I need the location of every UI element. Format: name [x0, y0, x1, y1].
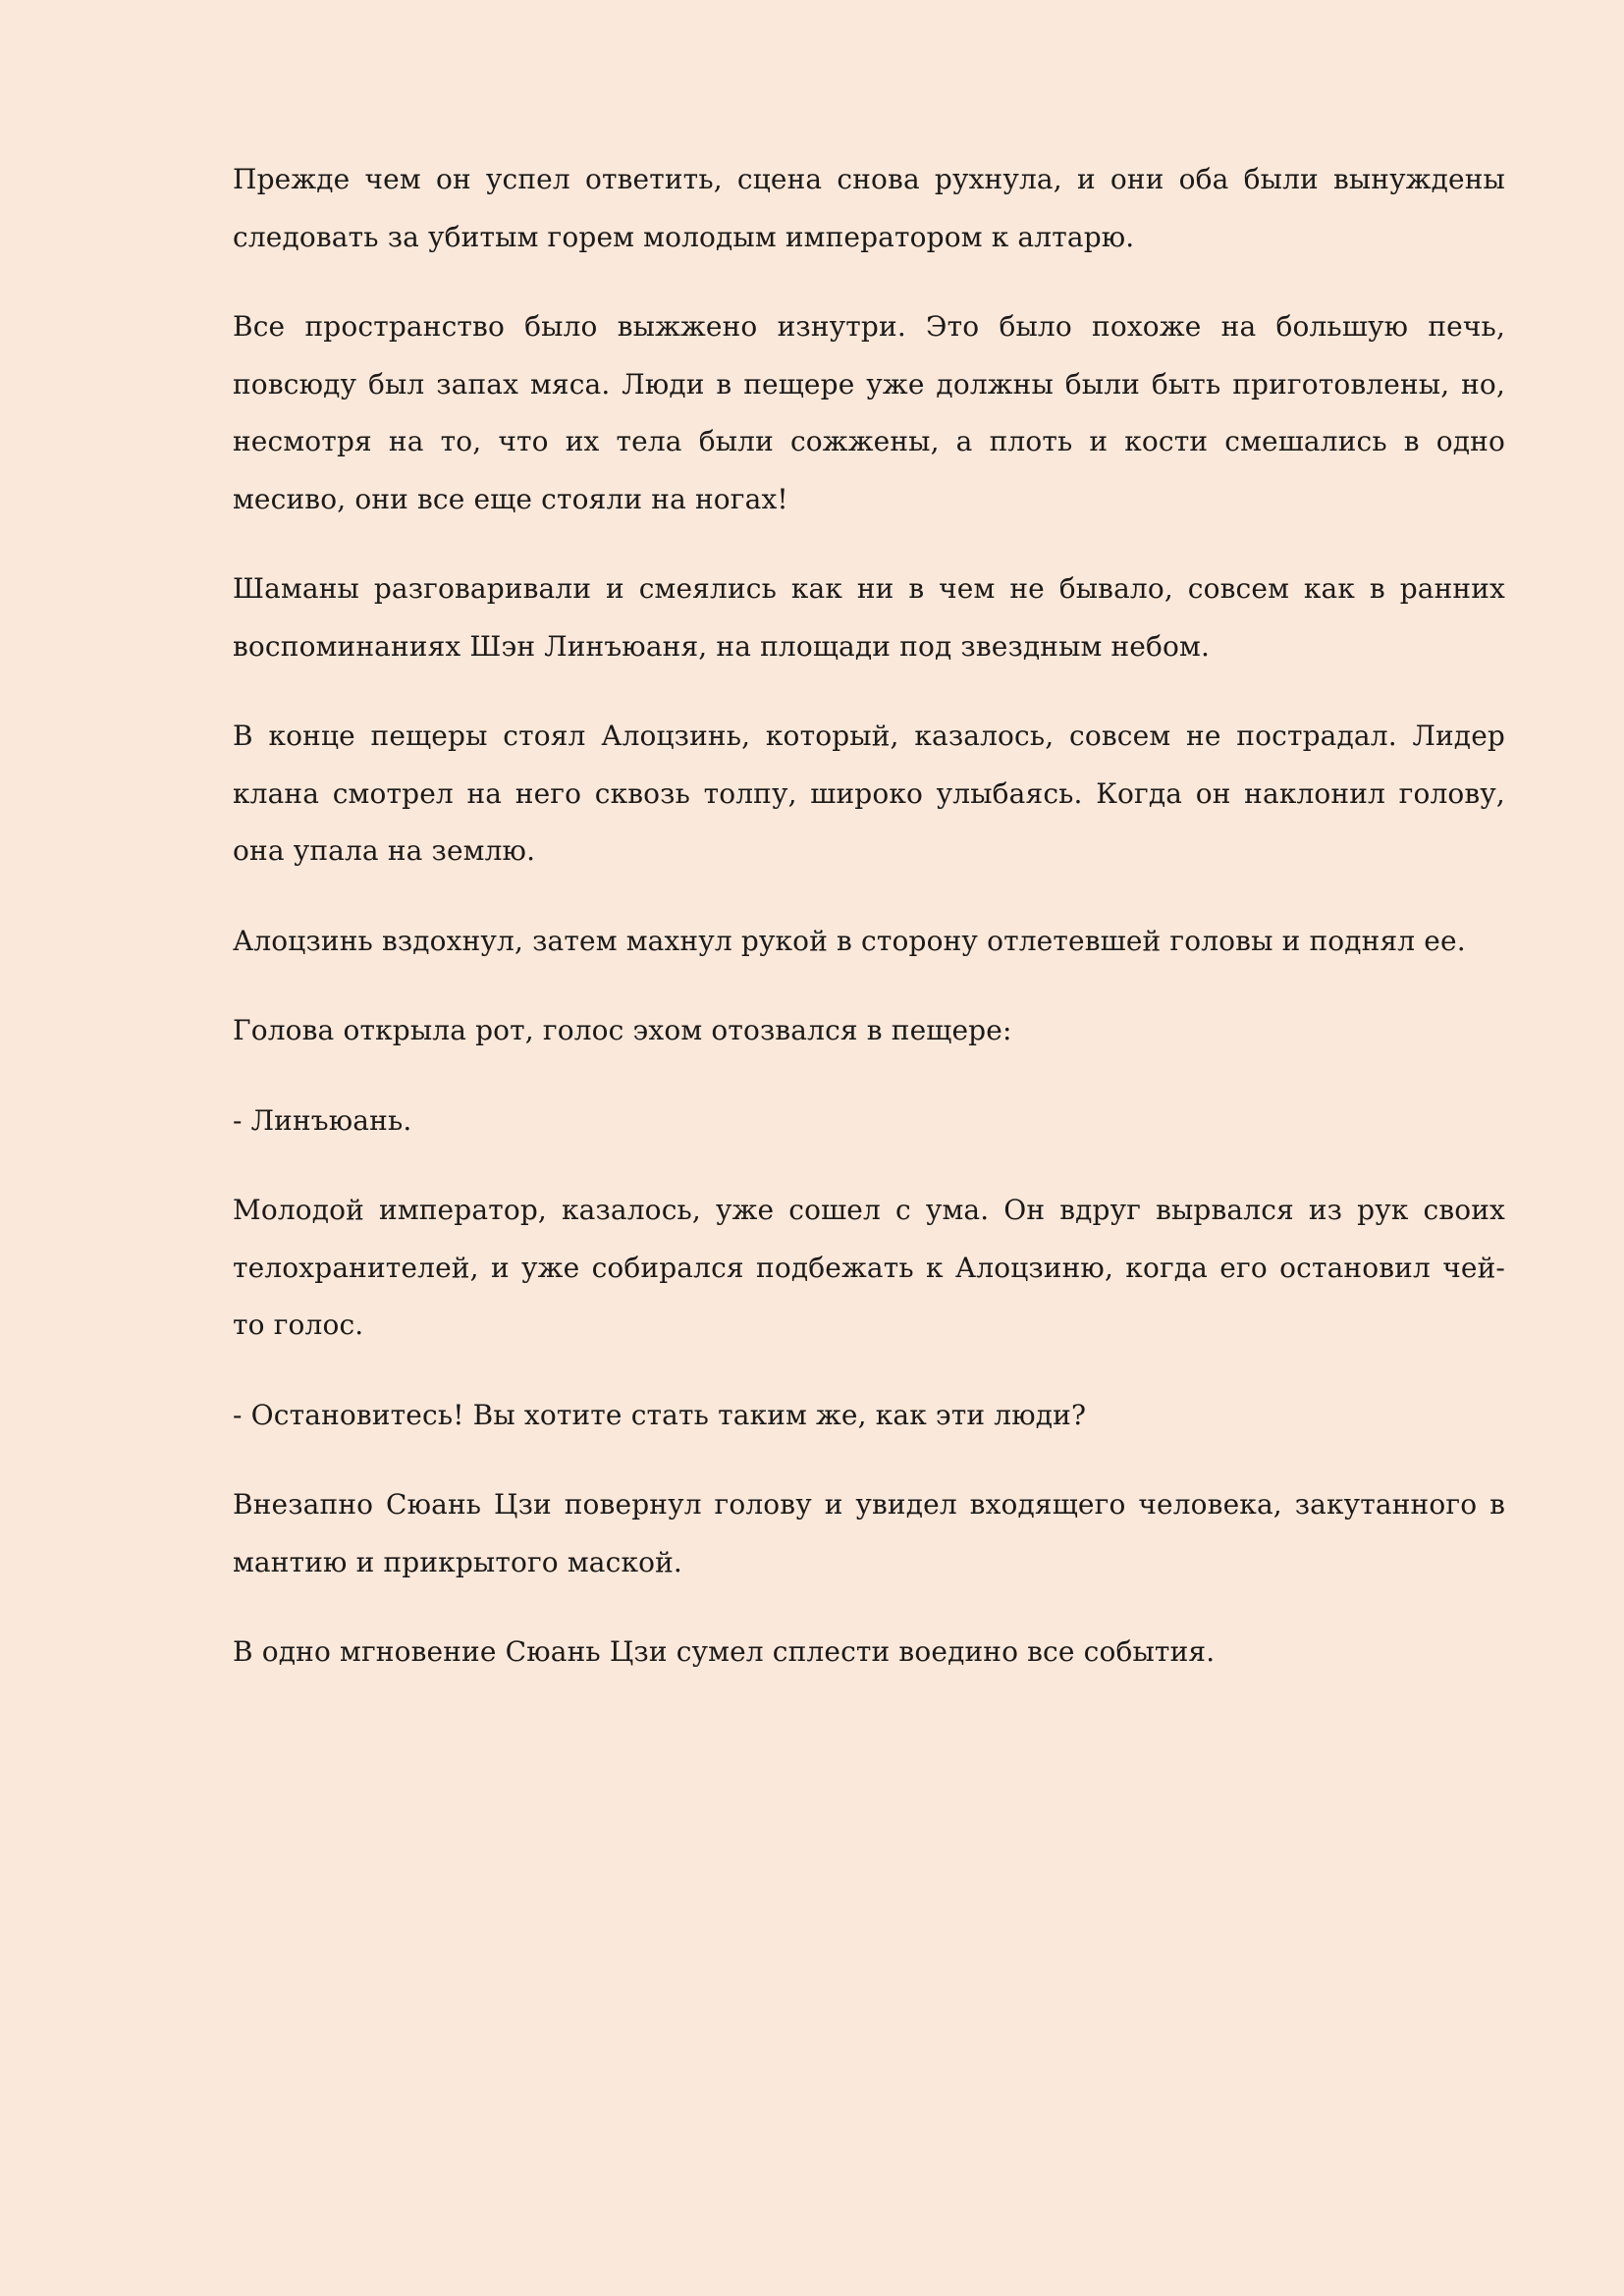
text-body — [233, 151, 1505, 1682]
paragraph: Внезапно Сюань Цзи повернул голову и увидел входящего человека, закутанного в мантию и прикрытого маской. — [233, 1488, 1505, 1578]
paragraph: - Остановитесь! Вы хотите стать таким же, как эти люди? — [233, 1398, 1087, 1431]
paragraph: Молодой император, казалось, уже сошел с ума. Он вдруг вырвался из рук своих телохранителей, и уже собирался подбежать к Алоцзиню, когда его остановил чей-то голос. — [233, 1194, 1505, 1341]
paragraph: Голова открыла рот, голос эхом отозвался в пещере: — [233, 1014, 1012, 1046]
paragraph: В конце пещеры стоял Алоцзинь, который, казалось, совсем не пострадал. Лидер клана смотрел на него сквозь толпу, широко улыбаясь. Когда он наклонил голову, она упала на землю. — [233, 720, 1505, 867]
paragraph: В одно мгновение Сюань Цзи сумел сплести воедино все события. — [233, 1635, 1216, 1668]
paragraph: Шаманы разговаривали и смеялись как ни в чем не бывало, совсем как в ранних воспоминаниях Шэн Линъюаня, на площади под звездным небом. — [233, 572, 1505, 663]
paragraph: Все пространство было выжжено изнутри. Это было похоже на большую печь, повсюду был запах мяса. Люди в пещере уже должны были быть приготовлены, но, несмотря на то, что их тела были сожжены, а плоть и кости смешались в одно месиво, они все еще стояли на ногах! — [233, 310, 1505, 515]
paragraph: - Линъюань. — [233, 1103, 412, 1137]
paragraph: Прежде чем он успел ответить, сцена снова рухнула, и они оба были вынуждены следовать за убитым горем молодым императором к алтарю. — [233, 163, 1505, 253]
paragraph: Алоцзинь вздохнул, затем махнул рукой в сторону отлетевшей головы и поднял ее. — [233, 924, 1466, 957]
